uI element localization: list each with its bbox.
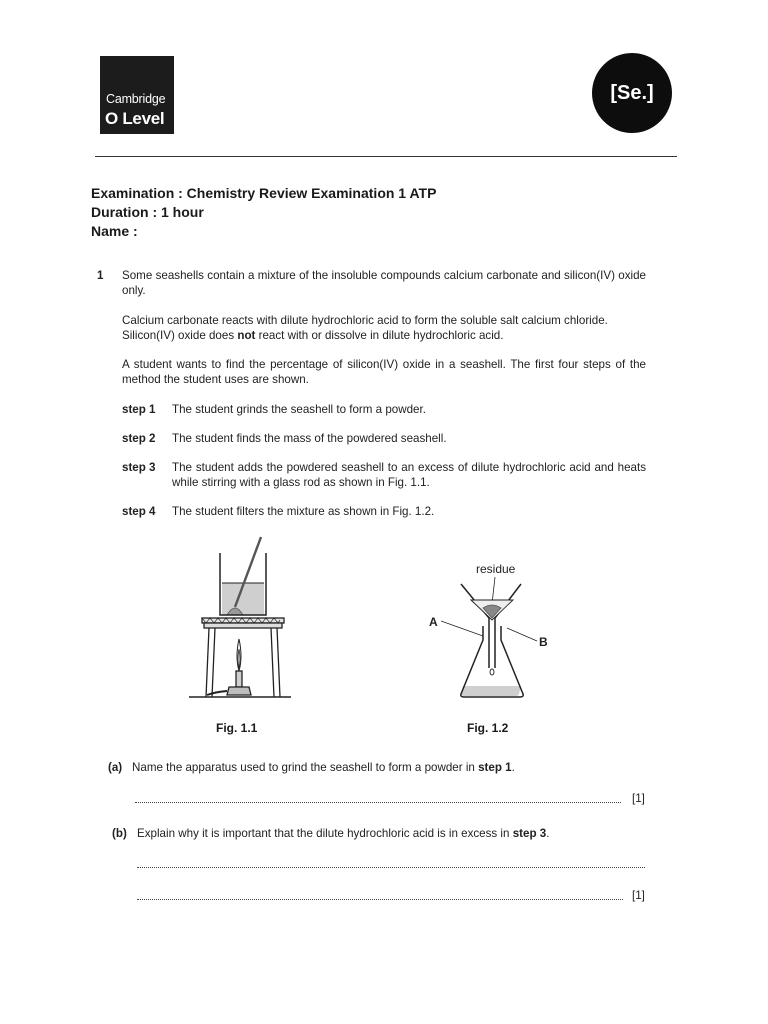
step-label: step 1 — [122, 403, 156, 416]
step-label: step 3 — [122, 461, 156, 474]
part-b-question: Explain why it is important that the dilute hydrochloric acid is in excess in step 3. — [137, 827, 550, 840]
fig-1-2-caption: Fig. 1.2 — [467, 721, 509, 735]
question-intro: Some seashells contain a mixture of the insoluble compounds calcium carbonate and silicon(IV) oxide only. — [122, 269, 646, 297]
question-number: 1 — [97, 269, 104, 282]
fig-1-1-caption: Fig. 1.1 — [216, 721, 258, 735]
step-text: The student filters the mixture as shown in Fig. 1.2. — [172, 505, 435, 518]
answer-line[interactable] — [137, 899, 623, 900]
duration: Duration : 1 hour — [91, 204, 204, 220]
fig-1-1-heating-apparatus — [185, 535, 295, 705]
residue-label: residue — [476, 562, 516, 576]
question-para-3: A student wants to find the percentage of silicon(IV) oxide in a seashell. The first four steps of the method the student uses are shown. — [122, 358, 646, 386]
step-label: step 4 — [122, 505, 156, 518]
header-divider — [95, 156, 677, 157]
part-b-marks: [1] — [632, 889, 645, 902]
para2-line2: Silicon(IV) oxide does not react with or dissolve in dilute hydrochloric acid. — [122, 329, 504, 342]
label-a: A — [429, 615, 438, 629]
logo-line-cambridge: Cambridge — [106, 92, 166, 106]
examination-title: Examination : Chemistry Review Examination 1 ATP — [91, 185, 437, 201]
answer-line[interactable] — [137, 867, 645, 868]
part-a-label: (a) — [108, 761, 123, 774]
step-label: step 2 — [122, 432, 156, 445]
se-logo — [592, 53, 672, 133]
step-text: The student adds the powdered seashell to an excess of dilute hydrochloric acid and heats while stirring with a glass rod as shown in Fig. 1.1. — [172, 461, 646, 489]
label-b: B — [539, 635, 548, 649]
answer-line[interactable] — [135, 802, 621, 803]
se-logo-text: [Se.] — [610, 81, 654, 104]
part-a-question: Name the apparatus used to grind the seashell to form a powder in step 1. — [132, 761, 515, 774]
fig-1-2-filtration-apparatus — [425, 556, 560, 706]
cambridge-o-level-logo — [100, 56, 174, 134]
para2-line1: Calcium carbonate reacts with dilute hydrochloric acid to form the soluble salt calcium chloride. — [122, 314, 608, 327]
logo-line-o-level: O Level — [105, 109, 165, 128]
step-text: The student finds the mass of the powdered seashell. — [172, 432, 447, 445]
part-a-marks: [1] — [632, 792, 645, 805]
step-text: The student grinds the seashell to form a powder. — [172, 403, 426, 416]
question-para-2 — [122, 313, 646, 343]
name-field: Name : — [91, 223, 138, 239]
part-b-label: (b) — [112, 827, 127, 840]
